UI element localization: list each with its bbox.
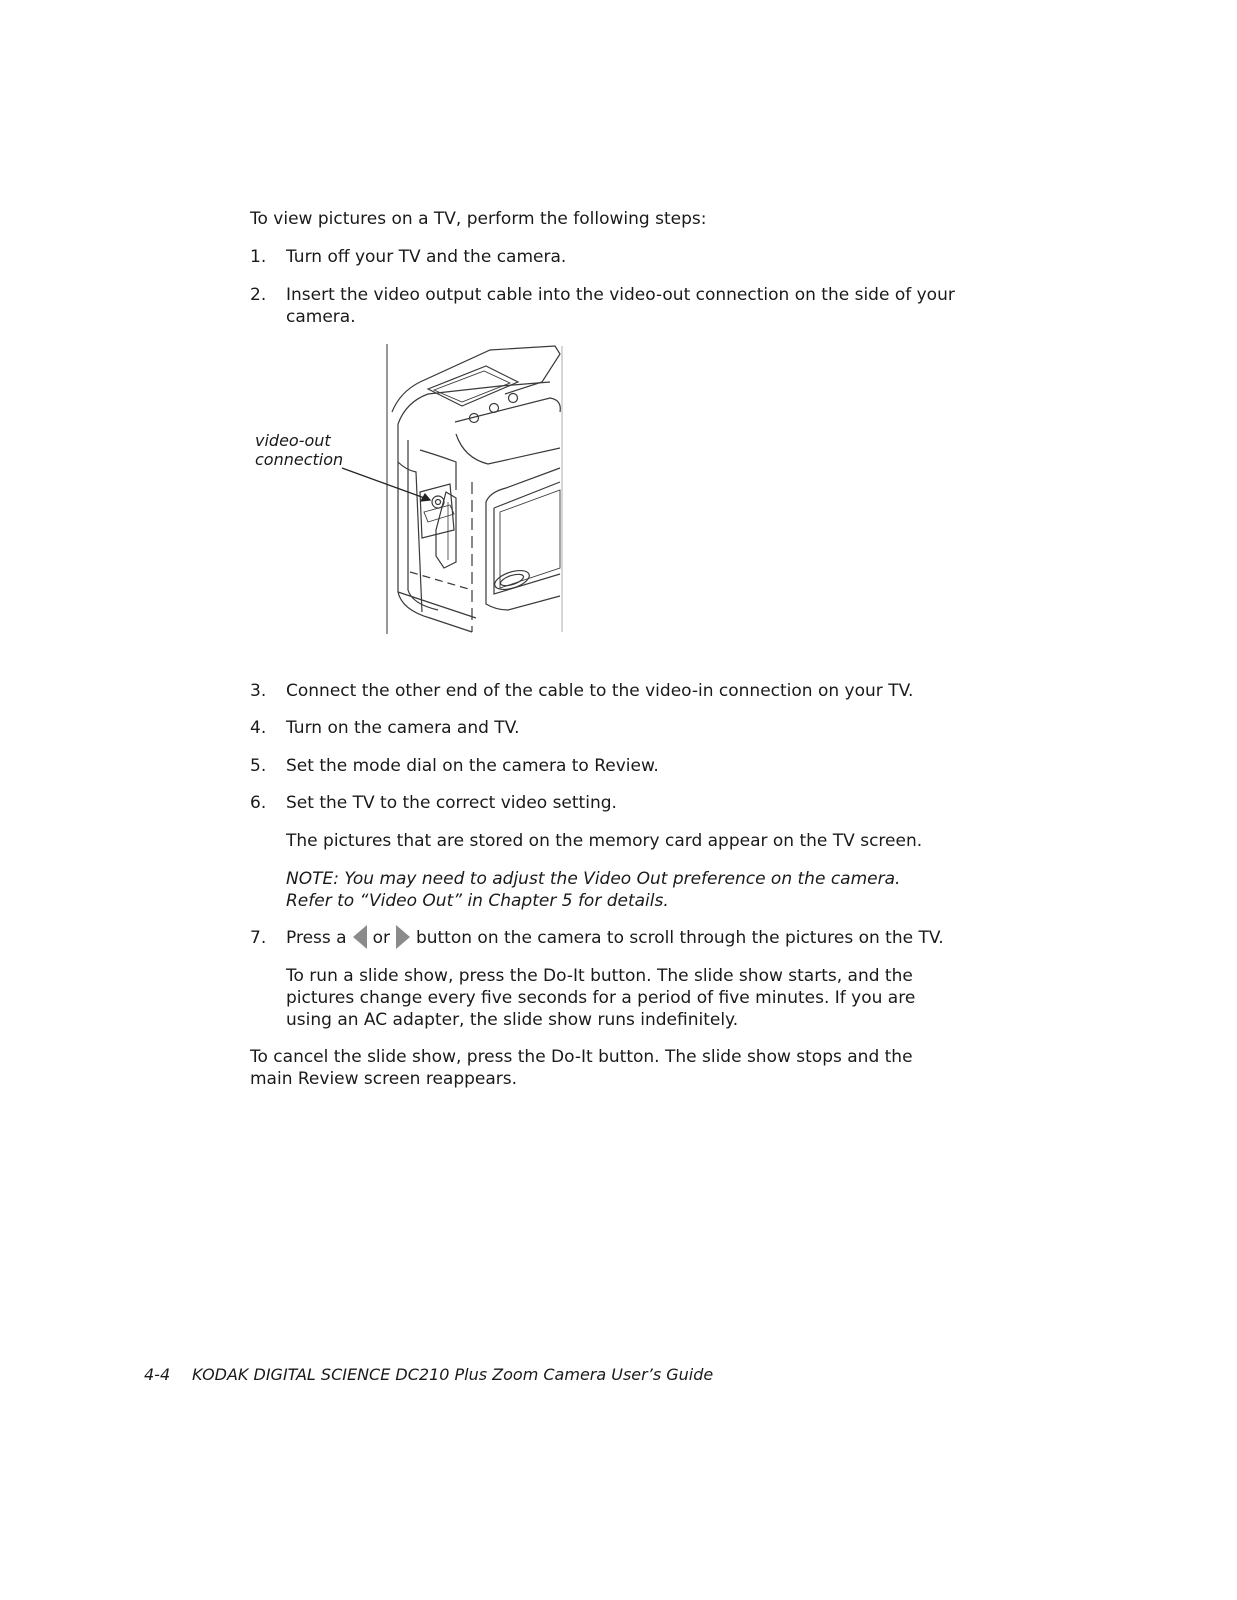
step-7-pre: Press a bbox=[286, 928, 347, 948]
step-number: 2. bbox=[250, 285, 267, 305]
slideshow-text: To run a slide show, press the Do-It button. The slide show starts, and the pictures change every five seconds for a period of five minutes. If you are using an AC adapter, the slide show runs indefinitely. bbox=[286, 966, 916, 1030]
step-7-post: button on the camera to scroll through the pictures on the TV. bbox=[415, 928, 944, 948]
figure-callout bbox=[255, 431, 343, 469]
step-number: 6. bbox=[250, 793, 267, 813]
guide-title: KODAK DIGITAL SCIENCE DC210 Plus Zoom Camera User’s Guide bbox=[192, 1365, 714, 1384]
step-7-mid: or bbox=[372, 928, 390, 948]
step-text: Set the mode dial on the camera to Review. bbox=[286, 756, 659, 776]
intro-text: To view pictures on a TV, perform the following steps: bbox=[250, 209, 707, 229]
step-6-result: The pictures that are stored on the memory card appear on the TV screen. bbox=[286, 831, 923, 851]
step-text: Turn on the camera and TV. bbox=[286, 718, 520, 738]
page-number: 4-4 bbox=[144, 1365, 171, 1384]
step-number: 3. bbox=[250, 681, 267, 701]
step-text: Insert the video output cable into the video-out connection on the side of your camera. bbox=[286, 285, 955, 327]
left-arrow-icon bbox=[353, 925, 367, 949]
step-text: Turn off your TV and the camera. bbox=[286, 247, 567, 267]
step-number: 5. bbox=[250, 756, 267, 776]
callout-line-2: connection bbox=[255, 450, 344, 469]
step-text: Connect the other end of the cable to the video-in connection on your TV. bbox=[286, 681, 914, 701]
step-number: 7. bbox=[250, 928, 267, 948]
step-text bbox=[286, 927, 986, 949]
right-arrow-icon bbox=[396, 925, 410, 949]
step-text: Set the TV to the correct video setting. bbox=[286, 793, 617, 813]
closing-text: To cancel the slide show, press the Do-It button. The slide show stops and the main Review screen reappears. bbox=[250, 1047, 913, 1089]
camera-illustration bbox=[250, 342, 570, 636]
camera-drawing bbox=[250, 342, 570, 636]
step-number: 1. bbox=[250, 247, 267, 267]
page-footer bbox=[144, 1364, 1044, 1386]
note-text: NOTE: You may need to adjust the Video Out preference on the camera. Refer to “Video Out” in Chapter 5 for details. bbox=[286, 869, 901, 911]
step-number: 4. bbox=[250, 718, 267, 738]
callout-line-1: video-out bbox=[255, 431, 331, 450]
